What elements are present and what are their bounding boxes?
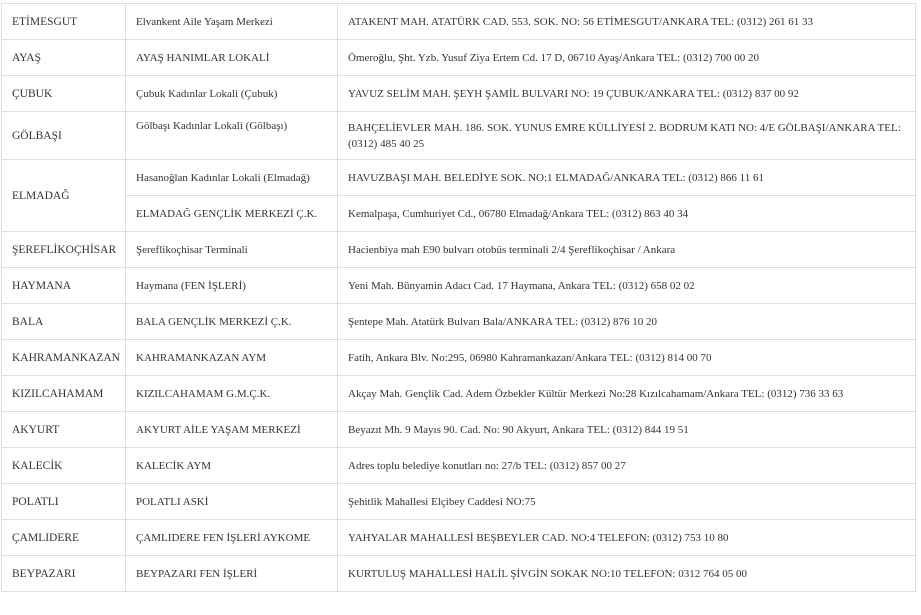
address-cell: BAHÇELİEVLER MAH. 186. SOK. YUNUS EMRE KÜLLİYESİ 2. BODRUM KATI NO: 4/E GÖLBAŞI/ANKARA TEL: (0312) 485 40 25	[338, 112, 916, 160]
district-cell: KAHRAMANKAZAN	[2, 340, 126, 376]
table-row	[2, 448, 916, 484]
table-row	[2, 556, 916, 592]
address-cell: Yeni Mah. Bünyamin Adacı Cad. 17 Haymana, Ankara TEL: (0312) 658 02 02	[338, 268, 916, 304]
table-row	[2, 4, 916, 40]
location-name-cell: POLATLI ASKİ	[126, 484, 338, 520]
district-cell: POLATLI	[2, 484, 126, 520]
address-cell: Fatih, Ankara Blv. No:295, 06980 Kahramankazan/Ankara TEL: (0312) 814 00 70	[338, 340, 916, 376]
address-cell: Kemalpaşa, Cumhuriyet Cd., 06780 Elmadağ/Ankara TEL: (0312) 863 40 34	[338, 196, 916, 232]
district-cell: AKYURT	[2, 412, 126, 448]
table-row	[2, 268, 916, 304]
table-row	[2, 76, 916, 112]
address-cell: Şehitlik Mahallesi Elçibey Caddesi NO:75	[338, 484, 916, 520]
district-cell: BEYPAZARI	[2, 556, 126, 592]
district-cell: KIZILCAHAMAM	[2, 376, 126, 412]
location-name-cell: KAHRAMANKAZAN AYM	[126, 340, 338, 376]
table-row	[2, 112, 916, 160]
table-row	[2, 196, 916, 232]
location-name-cell: BEYPAZARI FEN İŞLERİ	[126, 556, 338, 592]
address-cell: Akçay Mah. Gençlik Cad. Adem Özbekler Kültür Merkezi No:28 Kızılcahamam/Ankara TEL: (0312) 736 33 63	[338, 376, 916, 412]
address-cell: YAHYALAR MAHALLESİ BEŞBEYLER CAD. NO:4 TELEFON: (0312) 753 10 80	[338, 520, 916, 556]
table-row	[2, 232, 916, 268]
location-name-cell: Şereflikoçhisar Terminali	[126, 232, 338, 268]
district-cell: AYAŞ	[2, 40, 126, 76]
location-name-cell: Gölbaşı Kadınlar Lokali (Gölbaşı)	[126, 112, 338, 160]
district-cell: BALA	[2, 304, 126, 340]
table-row	[2, 340, 916, 376]
location-name-cell: KIZILCAHAMAM G.M.Ç.K.	[126, 376, 338, 412]
address-cell: YAVUZ SELİM MAH. ŞEYH ŞAMİL BULVARI NO: 19 ÇUBUK/ANKARA TEL: (0312) 837 00 92	[338, 76, 916, 112]
district-cell: KALECİK	[2, 448, 126, 484]
location-name-cell: Haymana (FEN İŞLERİ)	[126, 268, 338, 304]
location-name-cell: Çubuk Kadınlar Lokali (Çubuk)	[126, 76, 338, 112]
district-cell: ÇUBUK	[2, 76, 126, 112]
location-name-cell: Elvankent Aile Yaşam Merkezi	[126, 4, 338, 40]
table-row	[2, 412, 916, 448]
address-cell: Adres toplu belediye konutları no: 27/b TEL: (0312) 857 00 27	[338, 448, 916, 484]
address-cell: Şentepe Mah. Atatürk Bulvarı Bala/ANKARA TEL: (0312) 876 10 20	[338, 304, 916, 340]
location-name-cell: Hasanoğlan Kadınlar Lokali (Elmadağ)	[126, 160, 338, 196]
address-cell: KURTULUŞ MAHALLESİ HALİL ŞİVGİN SOKAK NO:10 TELEFON: 0312 764 05 00	[338, 556, 916, 592]
address-cell: HAVUZBAŞI MAH. BELEDİYE SOK. NO:1 ELMADAĞ/ANKARA TEL: (0312) 866 11 61	[338, 160, 916, 196]
table-row	[2, 304, 916, 340]
table-row	[2, 40, 916, 76]
location-name-cell: AKYURT AİLE YAŞAM MERKEZİ	[126, 412, 338, 448]
table-row	[2, 484, 916, 520]
district-cell: HAYMANA	[2, 268, 126, 304]
location-name-cell: AYAŞ HANIMLAR LOKALİ	[126, 40, 338, 76]
location-name-cell: KALECİK AYM	[126, 448, 338, 484]
location-name-cell: BALA GENÇLİK MERKEZİ Ç.K.	[126, 304, 338, 340]
district-cell: GÖLBAŞI	[2, 112, 126, 160]
table-row	[2, 376, 916, 412]
district-cell: ELMADAĞ	[2, 160, 126, 232]
locations-table	[1, 3, 916, 592]
address-cell: Beyazıt Mh. 9 Mayıs 90. Cad. No: 90 Akyurt, Ankara TEL: (0312) 844 19 51	[338, 412, 916, 448]
address-cell: ATAKENT MAH. ATATÜRK CAD. 553. SOK. NO: 56 ETİMESGUT/ANKARA TEL: (0312) 261 61 33	[338, 4, 916, 40]
location-name-cell: ÇAMLIDERE FEN İŞLERİ AYKOME	[126, 520, 338, 556]
table-row	[2, 160, 916, 196]
district-cell: ŞEREFLİKOÇHİSAR	[2, 232, 126, 268]
table-row	[2, 520, 916, 556]
district-cell: ETİMESGUT	[2, 4, 126, 40]
address-cell: Hacienbiya mah E90 bulvarı otobüs terminali 2/4 Şereflikoçhisar / Ankara	[338, 232, 916, 268]
address-cell: Ömeroğlu, Şht. Yzb. Yusuf Ziya Ertem Cd. 17 D, 06710 Ayaş/Ankara TEL: (0312) 700 00 20	[338, 40, 916, 76]
location-name-cell: ELMADAĞ GENÇLİK MERKEZİ Ç.K.	[126, 196, 338, 232]
district-cell: ÇAMLIDERE	[2, 520, 126, 556]
